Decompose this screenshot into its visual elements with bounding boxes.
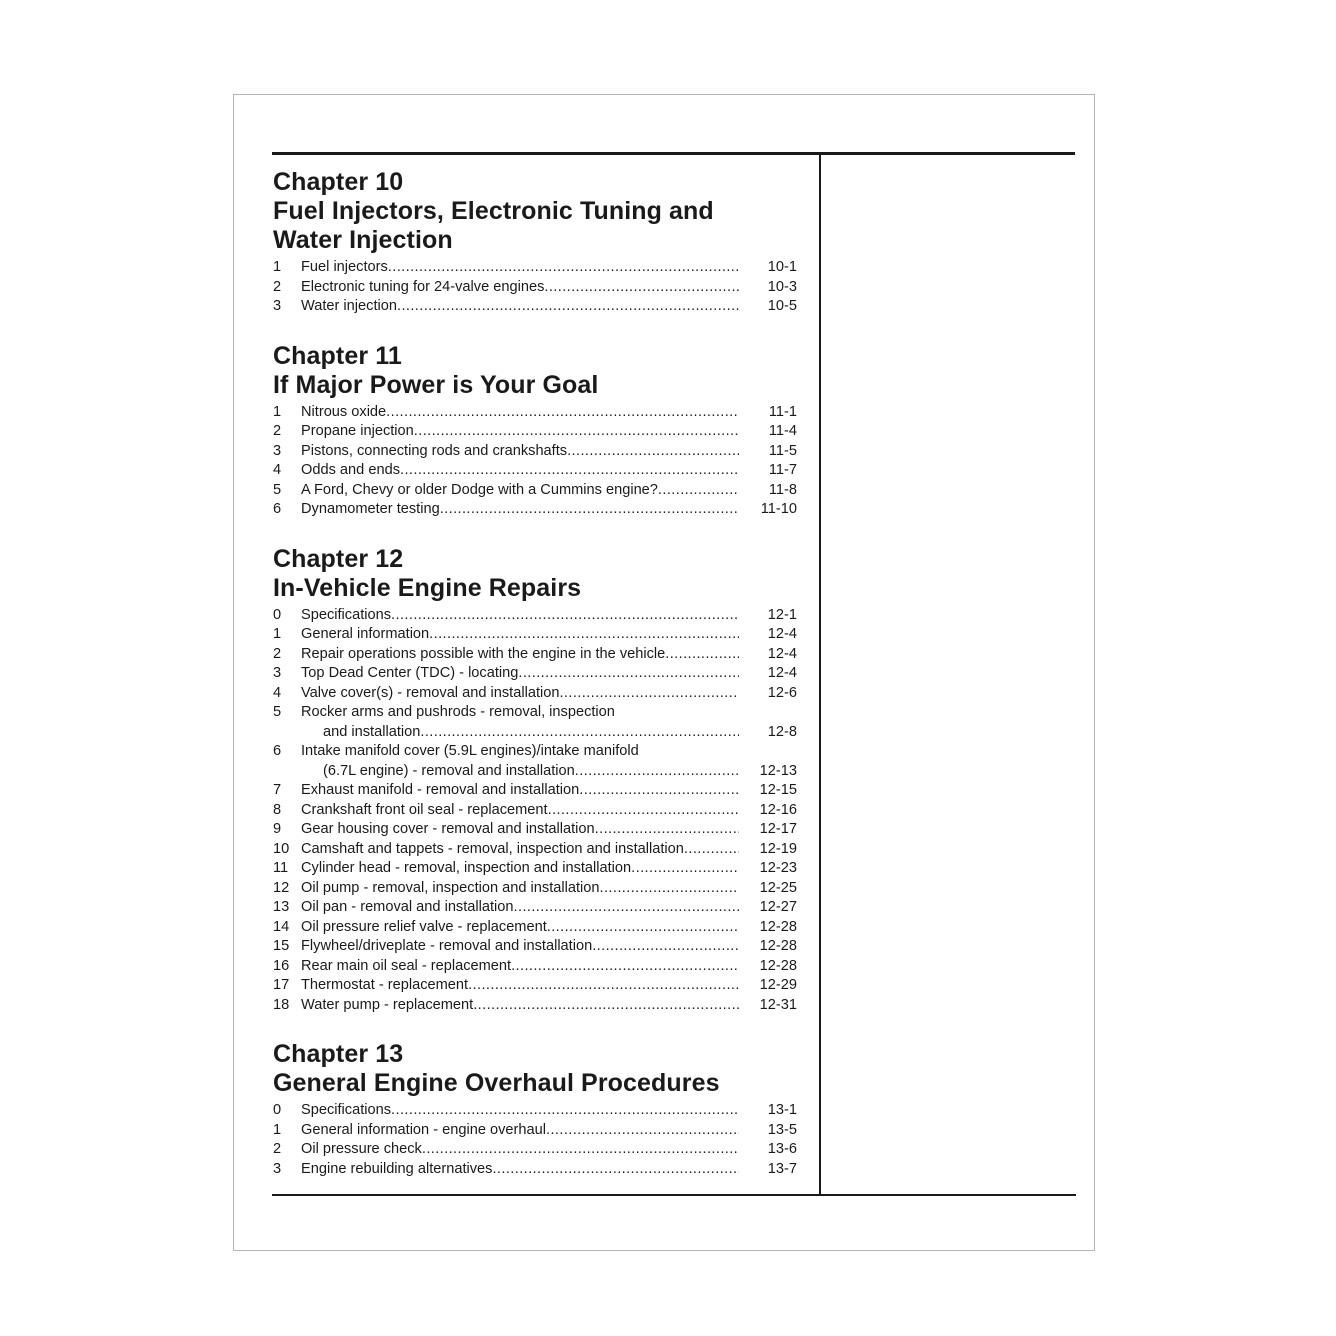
section-number: 0 xyxy=(273,606,282,623)
page-number: 12-28 xyxy=(759,918,797,935)
page-number: 12-27 xyxy=(759,899,797,915)
section-title-block xyxy=(301,840,739,860)
section-title-block xyxy=(301,781,739,801)
section-title: A Ford, Chevy or older Dodge with a Cummins engine? xyxy=(301,481,658,498)
section-number: 6 xyxy=(273,501,282,517)
section-title-block xyxy=(301,742,739,781)
section-title-line xyxy=(301,645,739,665)
section-title: Flywheel/driveplate - removal and installation xyxy=(301,938,593,954)
section-title-line xyxy=(301,976,739,996)
toc-entry[interactable] xyxy=(273,976,797,996)
dot-leader xyxy=(548,801,739,821)
dot-leader xyxy=(388,258,739,278)
section-list xyxy=(273,403,797,520)
toc-entry[interactable] xyxy=(273,840,797,860)
page-number: 12-29 xyxy=(759,977,797,993)
section-number: 2 xyxy=(273,278,282,295)
section-title-block xyxy=(301,625,739,645)
section-list xyxy=(273,1101,797,1179)
dot-leader xyxy=(386,403,739,423)
chapter-block xyxy=(273,168,797,317)
section-title-block xyxy=(301,442,739,462)
toc-entry[interactable] xyxy=(273,500,797,520)
section-title-line xyxy=(301,606,739,626)
dot-leader xyxy=(546,1121,739,1141)
toc-entry[interactable] xyxy=(273,422,797,442)
section-title-block xyxy=(301,976,739,996)
dot-leader xyxy=(468,976,739,996)
page-number: 11-4 xyxy=(768,423,797,439)
dot-leader xyxy=(473,996,739,1016)
section-number: 18 xyxy=(273,996,290,1013)
section-title-block xyxy=(301,937,739,957)
section-title-line xyxy=(301,918,739,938)
toc-entry[interactable] xyxy=(273,645,797,665)
section-title-line xyxy=(301,442,739,462)
section-title: General information - engine overhaul xyxy=(301,1121,546,1138)
section-title-block xyxy=(301,879,739,899)
page-number: 12-4 xyxy=(767,645,797,662)
section-title: Oil pan - removal and installation xyxy=(301,899,514,915)
toc-entry[interactable] xyxy=(273,879,797,899)
section-list xyxy=(273,258,797,317)
page-number: 12-19 xyxy=(759,840,797,857)
section-title-block xyxy=(301,859,739,879)
toc-entry[interactable] xyxy=(273,278,797,298)
toc-entry[interactable] xyxy=(273,258,797,278)
section-number: 3 xyxy=(273,298,282,314)
section-number: 1 xyxy=(273,403,282,420)
section-title-line xyxy=(301,937,739,957)
toc-entry[interactable] xyxy=(273,442,797,462)
section-number: 4 xyxy=(273,684,282,701)
dot-leader xyxy=(397,297,739,317)
section-title: General information xyxy=(301,626,430,642)
dot-leader xyxy=(514,898,739,918)
section-number: 10 xyxy=(273,840,290,857)
section-number: 1 xyxy=(273,1121,282,1138)
section-title-line xyxy=(301,996,739,1016)
dot-leader xyxy=(547,918,739,938)
section-title-block xyxy=(301,957,739,977)
page-number: 12-23 xyxy=(759,860,797,876)
section-title: Cylinder head - removal, inspection and installation xyxy=(301,860,632,876)
toc-entry[interactable] xyxy=(273,1140,797,1160)
toc-entry[interactable] xyxy=(273,937,797,957)
page-number: 12-15 xyxy=(759,782,797,798)
section-title: Engine rebuilding alternatives xyxy=(301,1160,493,1177)
section-title-block xyxy=(301,664,739,684)
page-number: 13-5 xyxy=(767,1121,797,1138)
dot-leader xyxy=(518,664,739,684)
section-title: Nitrous oxide xyxy=(301,403,387,420)
section-title-line xyxy=(301,840,739,860)
toc-entry[interactable] xyxy=(273,1121,797,1141)
section-title: Odds and ends xyxy=(301,462,400,478)
section-number: 12 xyxy=(273,879,290,896)
section-title: Crankshaft front oil seal - replacement xyxy=(301,801,548,818)
section-title-block xyxy=(301,422,739,442)
section-title-block xyxy=(301,403,739,423)
page-number: 12-28 xyxy=(759,938,797,954)
dot-leader xyxy=(592,937,739,957)
section-title-line xyxy=(301,684,739,704)
toc-entry[interactable] xyxy=(273,996,797,1016)
section-title-line xyxy=(301,957,739,977)
page-number: 12-13 xyxy=(759,762,797,779)
chapter-title: Water Injection xyxy=(273,226,453,254)
toc-entry[interactable] xyxy=(273,606,797,626)
page-number: 10-5 xyxy=(767,298,797,314)
section-title-line xyxy=(301,278,739,298)
section-number: 1 xyxy=(273,626,282,642)
section-title-block xyxy=(301,898,739,918)
dot-leader xyxy=(391,606,739,626)
section-title: and installation xyxy=(323,723,421,740)
page-number: 10-3 xyxy=(767,278,797,295)
toc-entry[interactable] xyxy=(273,820,797,840)
section-title: (6.7L engine) - removal and installation xyxy=(323,762,575,779)
toc-entry[interactable] xyxy=(273,664,797,684)
section-number: 15 xyxy=(273,938,290,954)
section-title-block xyxy=(301,606,739,626)
section-title: Rear main oil seal - replacement xyxy=(301,957,512,974)
page-number: 12-16 xyxy=(759,801,797,818)
section-title-line xyxy=(301,801,739,821)
section-title: Specifications xyxy=(301,606,392,623)
section-title-block xyxy=(301,481,739,501)
section-number: 16 xyxy=(273,957,290,974)
section-title-line xyxy=(301,781,739,801)
section-title-block xyxy=(301,1101,739,1121)
section-number: 6 xyxy=(273,743,282,759)
dot-leader xyxy=(658,481,739,501)
section-title: Oil pressure check xyxy=(301,1141,422,1157)
table-of-contents xyxy=(273,168,797,1204)
dot-leader xyxy=(595,820,739,840)
section-title-block xyxy=(301,258,739,278)
dot-leader xyxy=(492,1160,739,1180)
toc-entry[interactable] xyxy=(273,703,797,742)
section-number: 17 xyxy=(273,977,290,993)
section-title-line xyxy=(301,1101,739,1121)
section-title: Repair operations possible with the engine in the vehicle xyxy=(301,645,666,662)
chapter-number: Chapter 12 xyxy=(273,544,404,573)
toc-entry[interactable] xyxy=(273,297,797,317)
section-title: Camshaft and tappets - removal, inspection and installation xyxy=(301,840,684,857)
section-number: 3 xyxy=(273,442,282,459)
toc-entry[interactable] xyxy=(273,898,797,918)
section-number: 0 xyxy=(273,1102,282,1118)
toc-entry[interactable] xyxy=(273,781,797,801)
section-number: 2 xyxy=(273,645,282,662)
dot-leader xyxy=(544,278,739,298)
toc-entry[interactable] xyxy=(273,859,797,879)
section-title-line xyxy=(301,703,739,723)
section-title: Propane injection xyxy=(301,423,414,439)
section-title-block xyxy=(301,278,739,298)
chapter-title: Fuel Injectors, Electronic Tuning and xyxy=(273,197,714,225)
section-number: 4 xyxy=(273,462,282,478)
section-title: Water injection xyxy=(301,298,397,314)
section-number: 1 xyxy=(273,259,282,275)
toc-entry[interactable] xyxy=(273,625,797,645)
section-title-block xyxy=(301,645,739,665)
dot-leader xyxy=(429,625,739,645)
page-number: 12-4 xyxy=(767,665,797,681)
toc-entry[interactable] xyxy=(273,742,797,781)
section-title-line xyxy=(301,742,739,762)
section-title-block xyxy=(301,1140,739,1160)
dot-leader xyxy=(567,442,739,462)
section-number: 2 xyxy=(273,423,282,439)
section-title-line xyxy=(301,859,739,879)
top-rule xyxy=(272,152,1075,155)
chapter-number: Chapter 13 xyxy=(273,1040,404,1068)
section-title: Pistons, connecting rods and crankshafts xyxy=(301,442,568,459)
column-divider xyxy=(819,152,821,1196)
page-number: 11-1 xyxy=(768,403,797,420)
chapter-title: In-Vehicle Engine Repairs xyxy=(273,573,582,602)
section-number: 2 xyxy=(273,1141,282,1157)
toc-entry[interactable] xyxy=(273,1101,797,1121)
dot-leader xyxy=(414,422,739,442)
section-title-line xyxy=(301,403,739,423)
page-number: 11-10 xyxy=(760,501,797,517)
section-title-line xyxy=(301,297,739,317)
section-number: 3 xyxy=(273,1160,282,1177)
section-title: Electronic tuning for 24-valve engines xyxy=(301,278,545,295)
section-title: Exhaust manifold - removal and installation xyxy=(301,782,580,798)
section-number: 13 xyxy=(273,899,290,915)
section-title-block xyxy=(301,996,739,1016)
section-title-block xyxy=(301,297,739,317)
section-title: Oil pressure relief valve - replacement xyxy=(301,918,547,935)
section-title: Valve cover(s) - removal and installation xyxy=(301,684,560,701)
dot-leader xyxy=(422,1140,739,1160)
section-title-block xyxy=(301,461,739,481)
section-title: Water pump - replacement xyxy=(301,996,474,1013)
section-title-line xyxy=(301,1121,739,1141)
section-number: 5 xyxy=(273,704,282,720)
section-title-line xyxy=(301,258,739,278)
section-title-block xyxy=(301,918,739,938)
dot-leader xyxy=(579,781,739,801)
dot-leader xyxy=(600,879,739,899)
section-title-block xyxy=(301,820,739,840)
dot-leader xyxy=(400,461,739,481)
section-title-line xyxy=(301,664,739,684)
section-title-block xyxy=(301,1160,739,1180)
page-number: 12-25 xyxy=(759,879,797,896)
section-title: Rocker arms and pushrods - removal, inspection xyxy=(301,704,615,720)
section-title-block xyxy=(301,500,739,520)
toc-entry[interactable] xyxy=(273,403,797,423)
page-number: 12-6 xyxy=(767,684,797,701)
section-title-line xyxy=(301,500,739,520)
section-title: Top Dead Center (TDC) - locating xyxy=(301,665,519,681)
dot-leader xyxy=(575,762,739,782)
section-number: 9 xyxy=(273,821,282,837)
dot-leader xyxy=(559,684,739,704)
section-title: Dynamometer testing xyxy=(301,501,440,517)
section-title-line xyxy=(301,625,739,645)
section-title-line xyxy=(301,461,739,481)
section-title-line xyxy=(301,1160,739,1180)
page-number: 11-5 xyxy=(768,442,797,459)
page-number: 10-1 xyxy=(767,259,797,275)
section-title-line xyxy=(301,820,739,840)
section-title-line xyxy=(301,1140,739,1160)
section-title-block xyxy=(301,703,739,742)
chapter-block xyxy=(273,1040,797,1179)
toc-entry[interactable] xyxy=(273,1160,797,1180)
page-number: 12-28 xyxy=(759,957,797,974)
toc-entry[interactable] xyxy=(273,461,797,481)
toc-entry[interactable] xyxy=(273,957,797,977)
section-number: 14 xyxy=(273,918,290,935)
section-number: 11 xyxy=(273,860,289,876)
dot-leader xyxy=(391,1101,739,1121)
section-title: Gear housing cover - removal and installation xyxy=(301,821,595,837)
page-number: 12-17 xyxy=(759,821,797,837)
section-title-line xyxy=(301,762,739,782)
section-title-block xyxy=(301,1121,739,1141)
section-title-line xyxy=(301,422,739,442)
section-number: 3 xyxy=(273,665,282,681)
toc-entry[interactable] xyxy=(273,801,797,821)
dot-leader xyxy=(631,859,739,879)
page-number: 13-1 xyxy=(767,1102,797,1118)
section-title: Intake manifold cover (5.9L engines)/intake manifold xyxy=(301,743,639,759)
section-title-line xyxy=(301,898,739,918)
toc-entry[interactable] xyxy=(273,918,797,938)
dot-leader xyxy=(511,957,739,977)
section-title: Thermostat - replacement xyxy=(301,977,469,993)
page-number: 12-4 xyxy=(767,626,797,642)
dot-leader xyxy=(665,645,739,665)
page-number: 11-8 xyxy=(768,481,797,498)
section-title-block xyxy=(301,801,739,821)
page-number: 12-1 xyxy=(767,606,797,623)
dot-leader xyxy=(440,500,739,520)
page-number: 11-7 xyxy=(768,462,797,478)
page-number: 13-7 xyxy=(767,1160,797,1177)
section-title-block xyxy=(301,684,739,704)
section-title: Oil pump - removal, inspection and installation xyxy=(301,879,600,896)
toc-entry[interactable] xyxy=(273,684,797,704)
chapter-block xyxy=(273,545,797,1016)
page-number: 12-31 xyxy=(759,996,797,1013)
chapter-title: General Engine Overhaul Procedures xyxy=(273,1069,720,1097)
chapter-number: Chapter 10 xyxy=(273,168,404,196)
section-number: 8 xyxy=(273,801,282,818)
section-number: 5 xyxy=(273,481,282,498)
toc-entry[interactable] xyxy=(273,481,797,501)
chapter-number: Chapter 11 xyxy=(273,341,402,370)
page-number: 12-8 xyxy=(767,723,797,740)
section-title-line xyxy=(301,879,739,899)
dot-leader xyxy=(684,840,739,860)
section-title: Fuel injectors xyxy=(301,259,388,275)
section-list xyxy=(273,606,797,1016)
chapter-block xyxy=(273,342,797,520)
chapter-title: If Major Power is Your Goal xyxy=(273,370,599,399)
section-title-line xyxy=(301,723,739,743)
section-title: Specifications xyxy=(301,1102,392,1118)
section-title-line xyxy=(301,481,739,501)
dot-leader xyxy=(420,723,739,743)
page-number: 13-6 xyxy=(767,1141,797,1157)
section-number: 7 xyxy=(273,782,282,798)
